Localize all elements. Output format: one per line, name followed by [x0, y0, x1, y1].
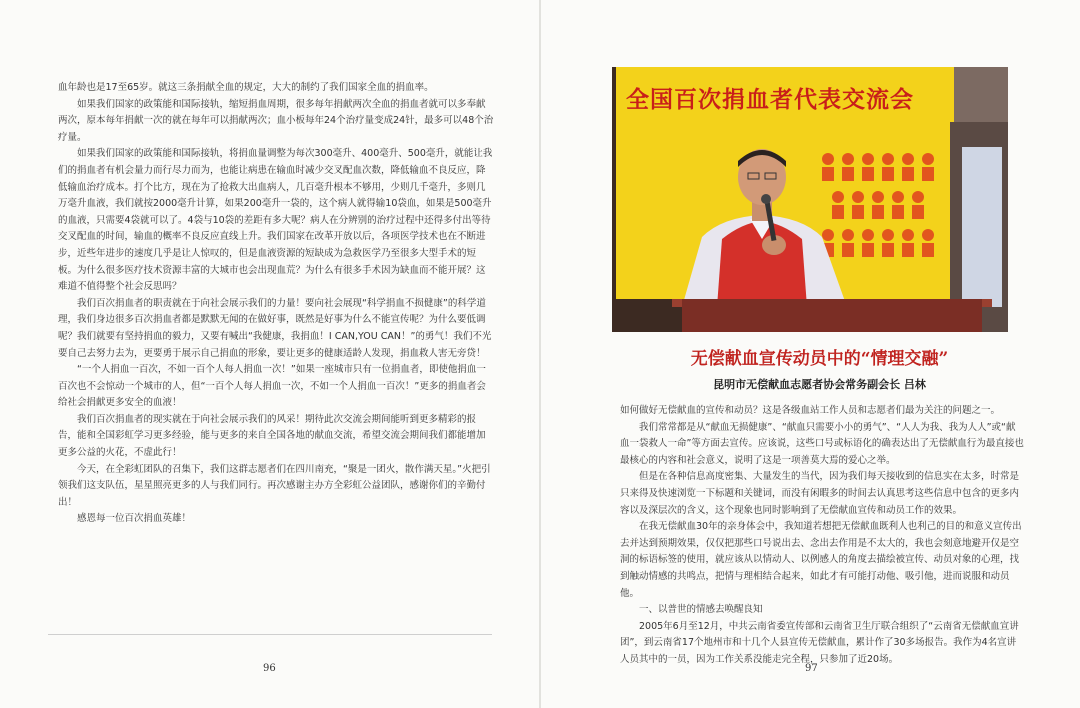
- speaker-figure: [672, 147, 852, 307]
- projector-screen: [962, 147, 1002, 307]
- paragraph: 我们百次捐血者的职责就在于向社会展示我们的力量！要向社会展现“科学捐血不损健康”的科学道理，我们身边很多百次捐血者都是默默无闻的在做好事，既然是好事为什么不能宣传呢？为什么要低调呢？我们就要有坚持捐血的毅力，又要有喊出“我健康，我捐血！I CAN,YOU CAN！”的勇气！我们不光要自己去努力去为，更要勇于展示自己捐血的形象，要让更多的健康适龄人发现，捐血救人害无旁贷！: [58, 297, 492, 359]
- left-page-number: 96: [263, 663, 276, 674]
- left-body-text: [58, 80, 494, 528]
- paragraph: 感恩每一位百次捐血英雄！: [77, 513, 192, 525]
- paragraph: 血年龄也是17至65岁。就这三条捐献全血的规定，大大的制约了我们国家全血的捐血率。: [58, 82, 434, 93]
- paragraph: 如何做好无偿献血的宣传和动员？这是各级血站工作人员和志愿者们最为关注的问题之一。: [620, 405, 1001, 416]
- paragraph: 我们百次捐血者的现实就在于向社会展示我们的风采！期待此次交流会期间能听到更多精彩的报告，能和全国彩虹学习更多经验，能与更多的来自全国各地的献血交流，希望交流会期间我们都能增加更多公益的火花，不虚此行！: [58, 413, 486, 459]
- paragraph: 今天，在全彩虹团队的召集下，我们这群志愿者们在四川南充，“聚是一团火，散作满天星。”火把引领我们这支队伍，星星照亮更多的人与我们同行。再次感谢主办方全彩虹公益团队，感谢你们的辛勤付出！: [58, 463, 491, 508]
- right-page-number: 97: [805, 663, 818, 674]
- article-headline: 无偿献血宣传动员中的“情理交融”: [690, 349, 949, 369]
- banner-title: 全国百次捐血者代表交流会: [626, 87, 914, 113]
- footer-rule: [48, 634, 492, 635]
- podium: [682, 299, 982, 332]
- paragraph: 一、以普世的情感去唤醒良知: [639, 604, 763, 616]
- photo-background: [954, 67, 1008, 122]
- paragraph: 我们常常都是从“献血无损健康”、“献血只需要小小的勇气”、“人人为我、我为人人”或“献血一袋救人一命”等方面去宣传。应该说，这些口号或标语化的确表达出了无偿献血行为最直接也最核心的内容和社会意义，说明了这是一项善莫大焉的爱心之举。: [620, 421, 1024, 466]
- paragraph: 但是在各种信息高度密集、大量发生的当代，因为我们每天接收到的信息实在太多，时常是只来得及快速浏览一下标题和关键词，而没有闲暇多的时间去认真思考这些信息中包含的更多内容以及深层次的含义，这个现象也同时影响到了无偿献血宣传和动员工作的效果。: [620, 471, 1020, 516]
- paragraph: 如果我们国家的政策能和国际接轨，缩短捐血周期，很多每年捐献两次全血的捐血者就可以多奉献两次，原本每年捐献一次的就在每年可以捐献两次；血小板每年24个治疗量变成24针，最多可以48个治疗量。: [58, 98, 494, 143]
- paragraph: 在我无偿献血30年的亲身体会中，我知道若想把无偿献血既利人也利己的目的和意义宣传出去并达到预期效果，仅仅把那些口号说出去、念出去作用是不太大的，我也会刻意地避开仅是空洞的标语标签的使用，就应该从以情动人、以例感人的角度去描绘被宣传、动员对象的心理，找到触动情感的共鸣点，把情与理相结合起来，如此才有可能打动他、吸引他，进而说服和动员他。: [620, 521, 1022, 599]
- event-photo: [612, 67, 1008, 332]
- paragraph: “一个人捐血一百次，不如一百个人每人捐血一次！”如果一座城市只有一位捐血者，即使他捐血一百次也不会惊动一个城市的人，但“一百个人每人捐血一次，不如一个人捐血一百次！”更多的捐血者会给社会捐献更多安全的血液！: [58, 364, 486, 409]
- paragraph: 2005年6月至12月，中共云南省委宣传部和云南省卫生厅联合组织了“云南省无偿献血宣讲团”，到云南省17个地州市和十几个人县宣传无偿献血，累计作了30多场报告。我作为4名宣讲人员其中的一员，因为工作关系没能走完全程，只参加了近20场。: [620, 620, 1019, 665]
- paragraph: 如果我们国家的政策能和国际接轨，将捐血量调整为每次300毫升、400毫升、500毫升，就能让我们的捐血者有机会量力而行尽力而为，也能让病患在输血时减少交叉配血次数，降低输血不良反应，降低输血治疗成本。打个比方，现在为了抢救大出血病人，几百毫升根本不够用，少则几千毫升，多则几万毫升血液，我们就按2000毫升计算，如果200毫升一袋的，这个病人就得输10袋血，如果是500毫升的血液，只需要4袋就可以了。4袋与10袋的差距有多大呢？病人在分辨别的治疗过程中还得多付出等待交叉配血的时间，输血的概率不良反应直线上升。我们国家在改革开放以后，各项医学技术也在不断进步，近些年进步的速度几乎是让人惊叹的，但是血液资源的短缺成为急救医学乃至很多大型手术的短板。为什么很多医疗技术资源丰富的大城市也会出现血荒？为什么有很多手术因为缺血而不能开展？这难道不值得整个社会反思吗？: [58, 148, 493, 293]
- right-body-text: [620, 403, 1024, 669]
- article-byline: 昆明市无偿献血志愿者协会常务副会长 吕林: [713, 378, 926, 391]
